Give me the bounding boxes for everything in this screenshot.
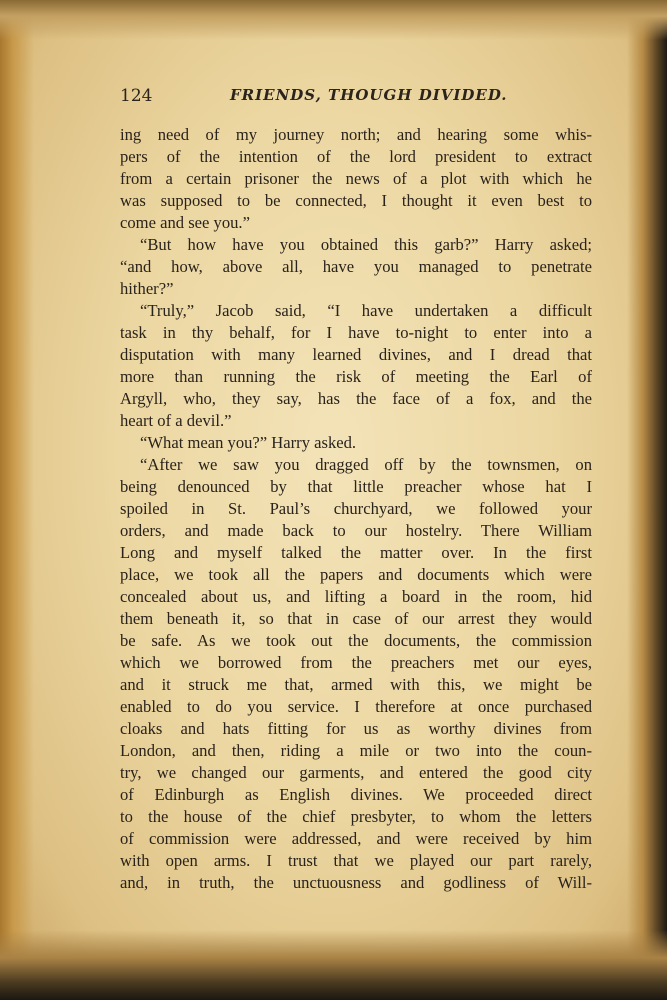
text-line: and it struck me that, armed with this, we might be bbox=[120, 675, 592, 694]
text-line: being denounced by that little preacher whose hat I bbox=[120, 477, 592, 496]
text-line: orders, and made back to our hostelry. There William bbox=[120, 521, 592, 540]
text-line: disputation with many learned divines, and I dread that bbox=[120, 345, 592, 364]
text-line: task in thy behalf, for I have to-night to enter into a bbox=[120, 323, 592, 342]
page-bottom-shadow bbox=[0, 930, 667, 1000]
text-line: and, in truth, the unctuousness and godliness of Will- bbox=[120, 873, 592, 892]
text-line: cloaks and hats fitting for us as worthy divines from bbox=[120, 719, 592, 738]
text-line: was supposed to be connected, I thought it even best to bbox=[120, 191, 592, 210]
text-line: of commission were addressed, and were received by him bbox=[120, 829, 592, 848]
text-line: heart of a devil.” bbox=[120, 411, 232, 430]
text-line: from a certain prisoner the news of a plot with which he bbox=[120, 169, 592, 188]
text-line: “What mean you?” Harry asked. bbox=[140, 433, 357, 452]
text-line: which we borrowed from the preachers met our eyes, bbox=[120, 653, 592, 672]
text-line: more than running the risk of meeting the Earl of bbox=[120, 367, 592, 386]
text-line: hither?” bbox=[120, 279, 174, 298]
text-line: enabled to do you service. I therefore at once purchased bbox=[120, 697, 592, 716]
running-title: FRIENDS, THOUGH DIVIDED. bbox=[230, 86, 508, 104]
text-line: pers of the intention of the lord president to extract bbox=[120, 147, 592, 166]
text-line: with open arms. I trust that we played our part rarely, bbox=[120, 851, 592, 870]
text-line: be safe. As we took out the documents, the commission bbox=[120, 631, 592, 650]
page-right-shadow bbox=[627, 0, 667, 1000]
text-line: Argyll, who, they say, has the face of a fox, and the bbox=[120, 389, 592, 408]
page-top-shadow bbox=[0, 0, 667, 40]
text-line: “and how, above all, have you managed to penetrate bbox=[120, 257, 592, 276]
text-line: “But how have you obtained this garb?” Harry asked; bbox=[140, 235, 592, 254]
text-line: to the house of the chief presbyter, to whom the letters bbox=[120, 807, 592, 826]
page-number: 124 bbox=[120, 86, 153, 106]
text-line: concealed about us, and lifting a board in the room, hid bbox=[120, 587, 592, 606]
body-text bbox=[120, 124, 592, 894]
text-line: place, we took all the papers and documents which were bbox=[120, 565, 592, 584]
text-line: spoiled in St. Paul’s churchyard, we followed your bbox=[120, 499, 592, 518]
text-line: Long and myself talked the matter over. In the first bbox=[120, 543, 592, 562]
page-left-shadow bbox=[0, 0, 34, 1000]
text-line: of Edinburgh as English divines. We proceeded direct bbox=[120, 785, 592, 804]
text-line: London, and then, riding a mile or two into the coun- bbox=[120, 741, 592, 760]
text-line: ing need of my journey north; and hearing some whis- bbox=[120, 125, 592, 144]
text-line: “After we saw you dragged off by the townsmen, on bbox=[140, 455, 592, 474]
text-line: them beneath it, so that in case of our arrest they would bbox=[120, 609, 592, 628]
text-line: “Truly,” Jacob said, “I have undertaken a difficult bbox=[140, 301, 592, 320]
running-head bbox=[120, 86, 590, 110]
text-line: try, we changed our garments, and entered the good city bbox=[120, 763, 592, 782]
text-line: come and see you.” bbox=[120, 213, 250, 232]
